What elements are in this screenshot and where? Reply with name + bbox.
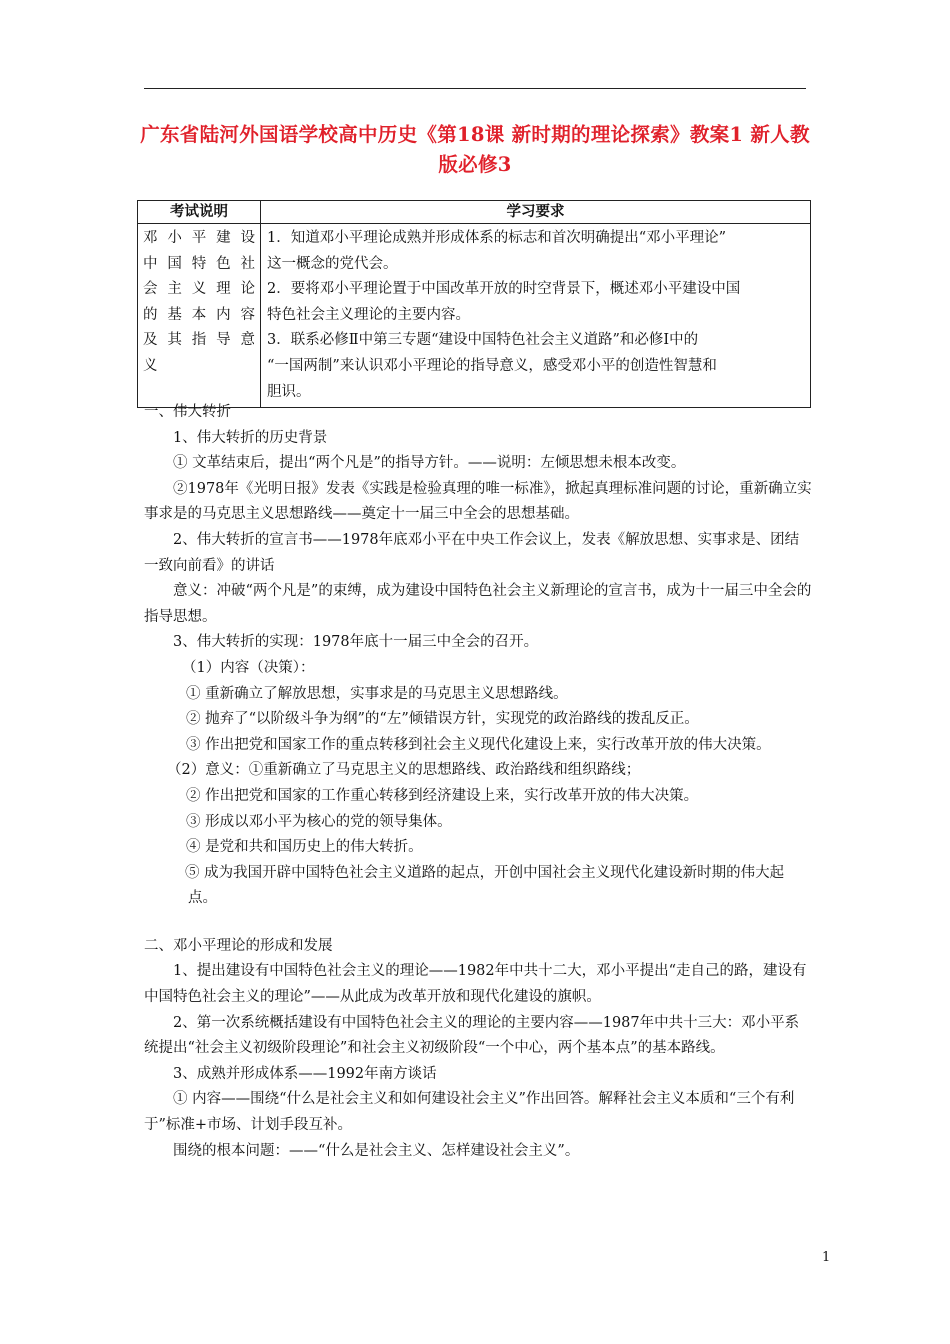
document-body xyxy=(144,400,812,1164)
section-heading: 二、邓小平理论的形成和发展 xyxy=(144,937,333,954)
body-paragraph: ① 内容——围绕“什么是社会主义和如何建设社会主义”作出回答。解释社会主义本质和“三个有利于”标准+市场、计划手段互补。 xyxy=(144,1091,795,1134)
body-paragraph: ③ 形成以邓小平为核心的党的领导集体。 xyxy=(186,813,452,830)
exam-line: 邓小平建设 xyxy=(143,230,255,246)
exam-description-cell xyxy=(138,224,261,408)
requirement-line: 胆识。 xyxy=(267,383,311,400)
requirement-line: 2．要将邓小平理论置于中国改革开放的时空背景下，概述邓小平建设中国 xyxy=(267,281,741,298)
requirements-table xyxy=(137,200,811,408)
body-paragraph: ① 文革结束后，提出“两个凡是”的指导方针。——说明：左倾思想未根本改变。 xyxy=(173,455,686,472)
table-header-exam: 考试说明 xyxy=(138,201,261,224)
page-number: 1 xyxy=(822,1250,831,1265)
body-paragraph: 2、伟大转折的宣言书——1978年底邓小平在中央工作会议上，发表《解放思想、实事求是、团结一致向前看》的讲话 xyxy=(144,531,800,574)
body-paragraph: ② 作出把党和国家的工作重心转移到经济建设上来，实行改革开放的伟大决策。 xyxy=(186,787,699,804)
header-rule xyxy=(144,88,806,89)
requirement-line: 3．联系必修Ⅱ中第三专题“建设中国特色社会主义道路”和必修Ⅰ中的 xyxy=(267,332,699,349)
requirement-line: 特色社会主义理论的主要内容。 xyxy=(267,306,470,323)
spacer xyxy=(144,912,812,934)
exam-line: 会主义理论 xyxy=(143,281,255,298)
requirement-line: “一国两制”来认识邓小平理论的指导意义，感受邓小平的创造性智慧和 xyxy=(267,357,717,374)
requirement-line: 1．知道邓小平理论成熟并形成体系的标志和首次明确提出“邓小平理论” xyxy=(267,230,727,246)
body-paragraph: ③ 作出把党和国家工作的重点转移到社会主义现代化建设上来，实行改革开放的伟大决策。 xyxy=(186,736,771,753)
exam-line: 义 xyxy=(143,357,158,374)
body-paragraph: ④ 是党和共和国历史上的伟大转折。 xyxy=(186,839,423,856)
body-paragraph: 3、成熟并形成体系——1992年南方谈话 xyxy=(173,1065,437,1082)
body-paragraph: 3、伟大转折的实现：1978年底十一届三中全会的召开。 xyxy=(173,634,539,651)
section-heading: 一、伟大转折 xyxy=(144,404,231,420)
body-paragraph: 1、提出建设有中国特色社会主义的理论——1982年中共十二大，邓小平提出“走自己的路，建设有中国特色社会主义的理论”——从此成为改革开放和现代化建设的旗帜。 xyxy=(144,963,807,1006)
body-paragraph: （1）内容（决策）： xyxy=(182,659,315,676)
document-title: 广东省陆河外国语学校高中历史《第18课 新时期的理论探索》教案1 新人教版必修3 xyxy=(140,123,810,176)
body-paragraph: 围绕的根本问题：——“什么是社会主义、怎样建设社会主义”。 xyxy=(173,1142,580,1159)
body-paragraph: ② 抛弃了“以阶级斗争为纲”的“左”倾错误方针，实现党的政治路线的拨乱反正。 xyxy=(186,711,699,728)
body-paragraph: ②1978年《光明日报》发表《实践是检验真理的唯一标准》，掀起真理标准问题的讨论，重新确立实事求是的马克思主义思想路线——奠定十一届三中全会的思想基础。 xyxy=(144,480,812,523)
table-header-requirements: 学习要求 xyxy=(261,201,811,224)
body-paragraph: 1、伟大转折的历史背景 xyxy=(173,429,328,446)
requirement-line: 这一概念的党代会。 xyxy=(267,255,398,272)
requirements-cell xyxy=(261,224,811,408)
body-paragraph: ① 重新确立了解放思想，实事求是的马克思主义思想路线。 xyxy=(186,685,568,702)
body-paragraph: ⑤ 成为我国开辟中国特色社会主义道路的起点，开创中国社会主义现代化建设新时期的伟大起点。 xyxy=(185,864,785,907)
body-paragraph: 意义：冲破“两个凡是”的束缚，成为建设中国特色社会主义新理论的宣言书，成为十一届三中全会的指导思想。 xyxy=(144,583,812,625)
body-paragraph: 2、第一次系统概括建设有中国特色社会主义的理论的主要内容——1987年中共十三大：邓小平系统提出“社会主义初级阶段理论”和社会主义初级阶段“一个中心，两个基本点”的基本路线。 xyxy=(144,1014,800,1057)
exam-line: 及其指导意 xyxy=(143,332,255,349)
exam-line: 中国特色社 xyxy=(143,255,255,272)
body-paragraph: （2）意义：①重新确立了马克思主义的思想路线、政治路线和组织路线； xyxy=(167,762,641,779)
exam-line: 的基本内容 xyxy=(143,306,255,323)
